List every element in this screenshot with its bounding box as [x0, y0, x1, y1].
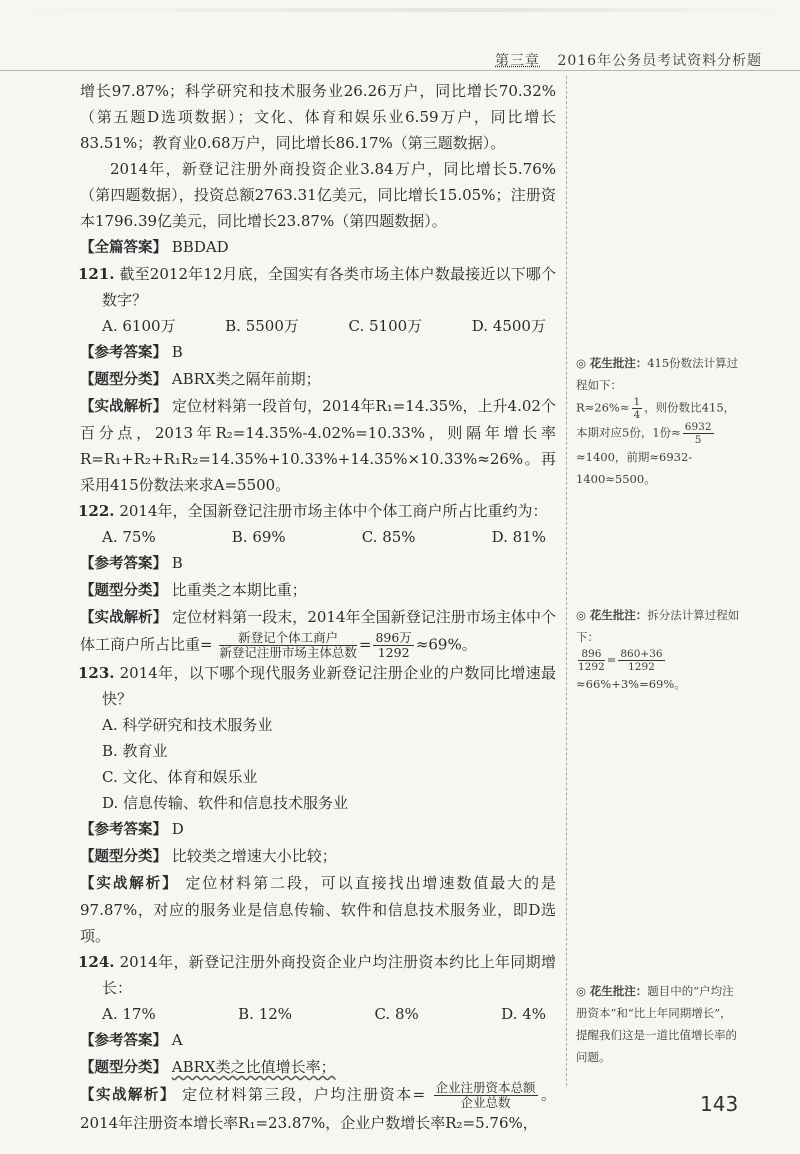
analysis-122: 【实战解析】 定位材料第一段末，2014年全国新登记注册市场主体中个体工商户所占比重= $\frac{\text{新登记个体工商户}}{\text{新登记注册市场主体总数}}$ = $\frac{\text{896万}}{1292}$ ≈69%。: [80, 608, 556, 660]
fraction-numerator: 企业注册资本总额: [435, 1080, 536, 1095]
note-fraction: [618, 648, 664, 673]
option-d: D. 81%: [491, 528, 546, 546]
option-b: B. 教育业: [102, 742, 168, 760]
fraction-denominator: 1292: [628, 661, 655, 673]
note-text: 题目中的“户均注册资本”和“比上年同期增长”，提醒我们这是一道比值增长率的问题。: [576, 984, 737, 1064]
fraction-denominator: 1292: [578, 661, 605, 673]
option-b: B. 5500万: [225, 317, 299, 335]
analysis-result: ≈69%。: [415, 635, 477, 654]
question-text: 2014年，新登记注册外商投资企业户均注册资本约比上年同期增长：: [102, 953, 556, 997]
full-answer: [80, 234, 556, 261]
analysis-121: [80, 393, 556, 498]
fraction-denominator: 企业总数: [460, 1095, 511, 1110]
note-fraction: [578, 648, 605, 673]
answer-value: D: [171, 820, 184, 838]
fraction-numerator: 6932: [684, 421, 712, 433]
analysis-label: 【实战解析】: [80, 876, 179, 892]
note-fraction: [632, 396, 643, 421]
fraction-denominator: 4: [633, 409, 641, 421]
analysis-text: 定位材料第一段末，2014年全国新登记注册市场主体中个体工商户所占比重=: [80, 608, 556, 654]
note-text: ，则份数比415，本期对应5份，1份≈: [576, 400, 736, 440]
answer-value: B: [171, 554, 183, 572]
analysis-text: 定位材料第二段，可以直接找出增速数值最大的是97.87%，对应的服务业是信息传输、软件和信息技术服务业，即D选项。: [80, 874, 556, 945]
answer-label: 【参考答案】: [80, 822, 167, 838]
question-122: [80, 498, 556, 524]
type-label: 【题型分类】: [80, 849, 167, 865]
fraction-numerator: 新登记个体工商户: [219, 631, 357, 646]
type-121: [80, 366, 556, 393]
question-number: 123.: [78, 664, 115, 682]
intro-paragraph-1: 增长97.87%；科学研究和技术服务业26.26万户，同比增长70.32%（第五题D选项数据）；文化、体育和娱乐业6.59万户，同比增长83.51%；教育业0.68万户，同比增长86.17%（第三题数据）。: [80, 82, 556, 152]
option-c: C. 文化、体育和娱乐业: [102, 768, 258, 786]
option-d: D. 信息传输、软件和信息技术服务业: [102, 794, 349, 812]
fraction-numerator: 896万: [375, 630, 412, 645]
analysis-text: 定位材料第一段首句，2014年R₁=14.35%，上升4.02个百分点，2013年R₂=14.35%-4.02%=10.33%，则隔年增长率R=R₁+R₂+R₁R₂=14.35%+10.33%+14.35%×10.33%≈26%。再采用415份数法来求A=5500。: [80, 397, 556, 494]
side-note-121: [576, 352, 741, 490]
note-text: R≈26%≈: [576, 400, 630, 415]
note-head: 花生批注：: [589, 984, 648, 998]
ratio-fraction-words: [219, 631, 357, 660]
note-text: 拆分法计算过程如下：: [576, 608, 740, 644]
options-123: [80, 712, 556, 816]
option-a: A. 6100万: [102, 317, 176, 335]
answer-value: B: [171, 343, 183, 361]
fraction-numerator: 1: [633, 396, 641, 408]
answer-124: [80, 1027, 556, 1054]
type-123: [80, 843, 556, 870]
main-column: [80, 78, 556, 1136]
option-b: B. 12%: [238, 1005, 293, 1023]
fraction-numerator: 896: [578, 648, 605, 661]
option-b: B. 69%: [231, 528, 286, 546]
options-124: [80, 1001, 556, 1027]
note-text: ≈66%+3%=69%。: [576, 677, 686, 691]
type-122: [80, 577, 556, 604]
answer-121: [80, 339, 556, 366]
answer-122: [80, 550, 556, 577]
question-124: [80, 949, 556, 1001]
option-d: D. 4500万: [471, 317, 546, 335]
option-a: A. 科学研究和技术服务业: [102, 716, 273, 734]
header-rule: [0, 70, 800, 71]
question-text: 2014年，全国新登记注册市场主体中个体工商户所占比重约为：: [119, 502, 548, 520]
analysis-label: 【实战解析】: [80, 399, 168, 415]
ratio-fraction-words: [434, 1081, 538, 1110]
intro-paragraph-2: 2014年，新登记注册外商投资企业3.84万户，同比增长5.76%（第四题数据），投资总额2763.31亿美元，同比增长15.05%；注册资本1796.39亿美元，同比增长23.87%（第四题数据）。: [80, 160, 556, 230]
question-number: 122.: [78, 502, 115, 520]
answer-label: 【参考答案】: [80, 556, 167, 572]
question-text: 截至2012年12月底，全国实有各类市场主体户数最接近以下哪个数字？: [102, 265, 556, 309]
note-text: ≈1400，前期≈6932-1400≈5500。: [576, 450, 693, 486]
fraction-denominator: 1292: [377, 645, 410, 660]
note-head: 花生批注：: [589, 356, 648, 370]
option-a: A. 75%: [102, 528, 156, 546]
analysis-continuation: 。2014年注册资本增长率R₁=23.87%，企业户数增长率R₂=5.76%，: [80, 1085, 556, 1132]
analysis-label: 【实战解析】: [80, 1087, 176, 1104]
question-number: 121.: [78, 265, 115, 283]
answer-label: 【参考答案】: [80, 1033, 167, 1049]
question-121: [80, 261, 556, 313]
side-note-124: [576, 980, 741, 1068]
analysis-123: [80, 870, 556, 949]
type-label: 【题型分类】: [80, 1060, 167, 1076]
note-fraction: [683, 421, 714, 446]
type-value: ABRX类之隔年前期；: [171, 370, 321, 388]
analysis-label: 【实战解析】: [80, 610, 168, 626]
answer-label: 【参考答案】: [80, 345, 167, 361]
answer-value: A: [171, 1031, 183, 1049]
note-bullet-icon: ◎: [576, 608, 587, 622]
margin-divider: [566, 76, 567, 1086]
type-value: 比较类之增速大小比较；: [171, 847, 337, 865]
page-number: 143: [700, 1092, 739, 1116]
type-value: 比重类之本期比重；: [171, 581, 307, 599]
question-text: 2014年，以下哪个现代服务业新登记注册企业的户数同比增速最快？: [102, 664, 556, 708]
type-value: ABRX类之比值增长率；: [171, 1058, 336, 1076]
note-text: 415份数法计算过程如下：: [576, 356, 739, 392]
question-number: 124.: [78, 953, 115, 971]
answer-123: [80, 816, 556, 843]
full-answer-value: BBDAD: [171, 238, 229, 256]
option-c: C. 5100万: [348, 317, 423, 335]
options-121: [80, 313, 556, 339]
type-label: 【题型分类】: [80, 583, 167, 599]
options-122: [80, 524, 556, 550]
fraction-denominator: 新登记注册市场主体总数: [219, 645, 357, 660]
fraction-denominator: 5: [694, 434, 702, 446]
note-bullet-icon: ◎: [576, 356, 587, 370]
question-123: [80, 660, 556, 712]
chapter-label: 第三章: [495, 53, 540, 69]
fraction-numerator: 860+36: [620, 648, 663, 660]
option-a: A. 17%: [102, 1005, 156, 1023]
side-note-122: ◎ 花生批注：拆分法计算过程如下： $\frac{896}{1292}$ = $\frac{860+36}{1292}$ ≈66%+3%=69%。: [576, 608, 740, 691]
option-c: C. 8%: [374, 1005, 419, 1023]
running-header: [495, 50, 780, 70]
note-bullet-icon: ◎: [576, 984, 587, 998]
note-head: 花生批注：: [589, 608, 648, 622]
option-d: D. 4%: [501, 1005, 546, 1023]
type-label: 【题型分类】: [80, 372, 167, 388]
ratio-fraction-values: [373, 631, 413, 660]
analysis-text: 定位材料第三段，户均注册资本=: [182, 1085, 426, 1104]
option-c: C. 85%: [361, 528, 416, 546]
scan-top-edge: [0, 8, 800, 12]
full-answer-label: 【全篇答案】: [80, 240, 167, 256]
type-124: [80, 1054, 556, 1081]
book-title: 2016年公务员考试资料分析题: [557, 53, 763, 69]
analysis-124: [80, 1081, 556, 1136]
